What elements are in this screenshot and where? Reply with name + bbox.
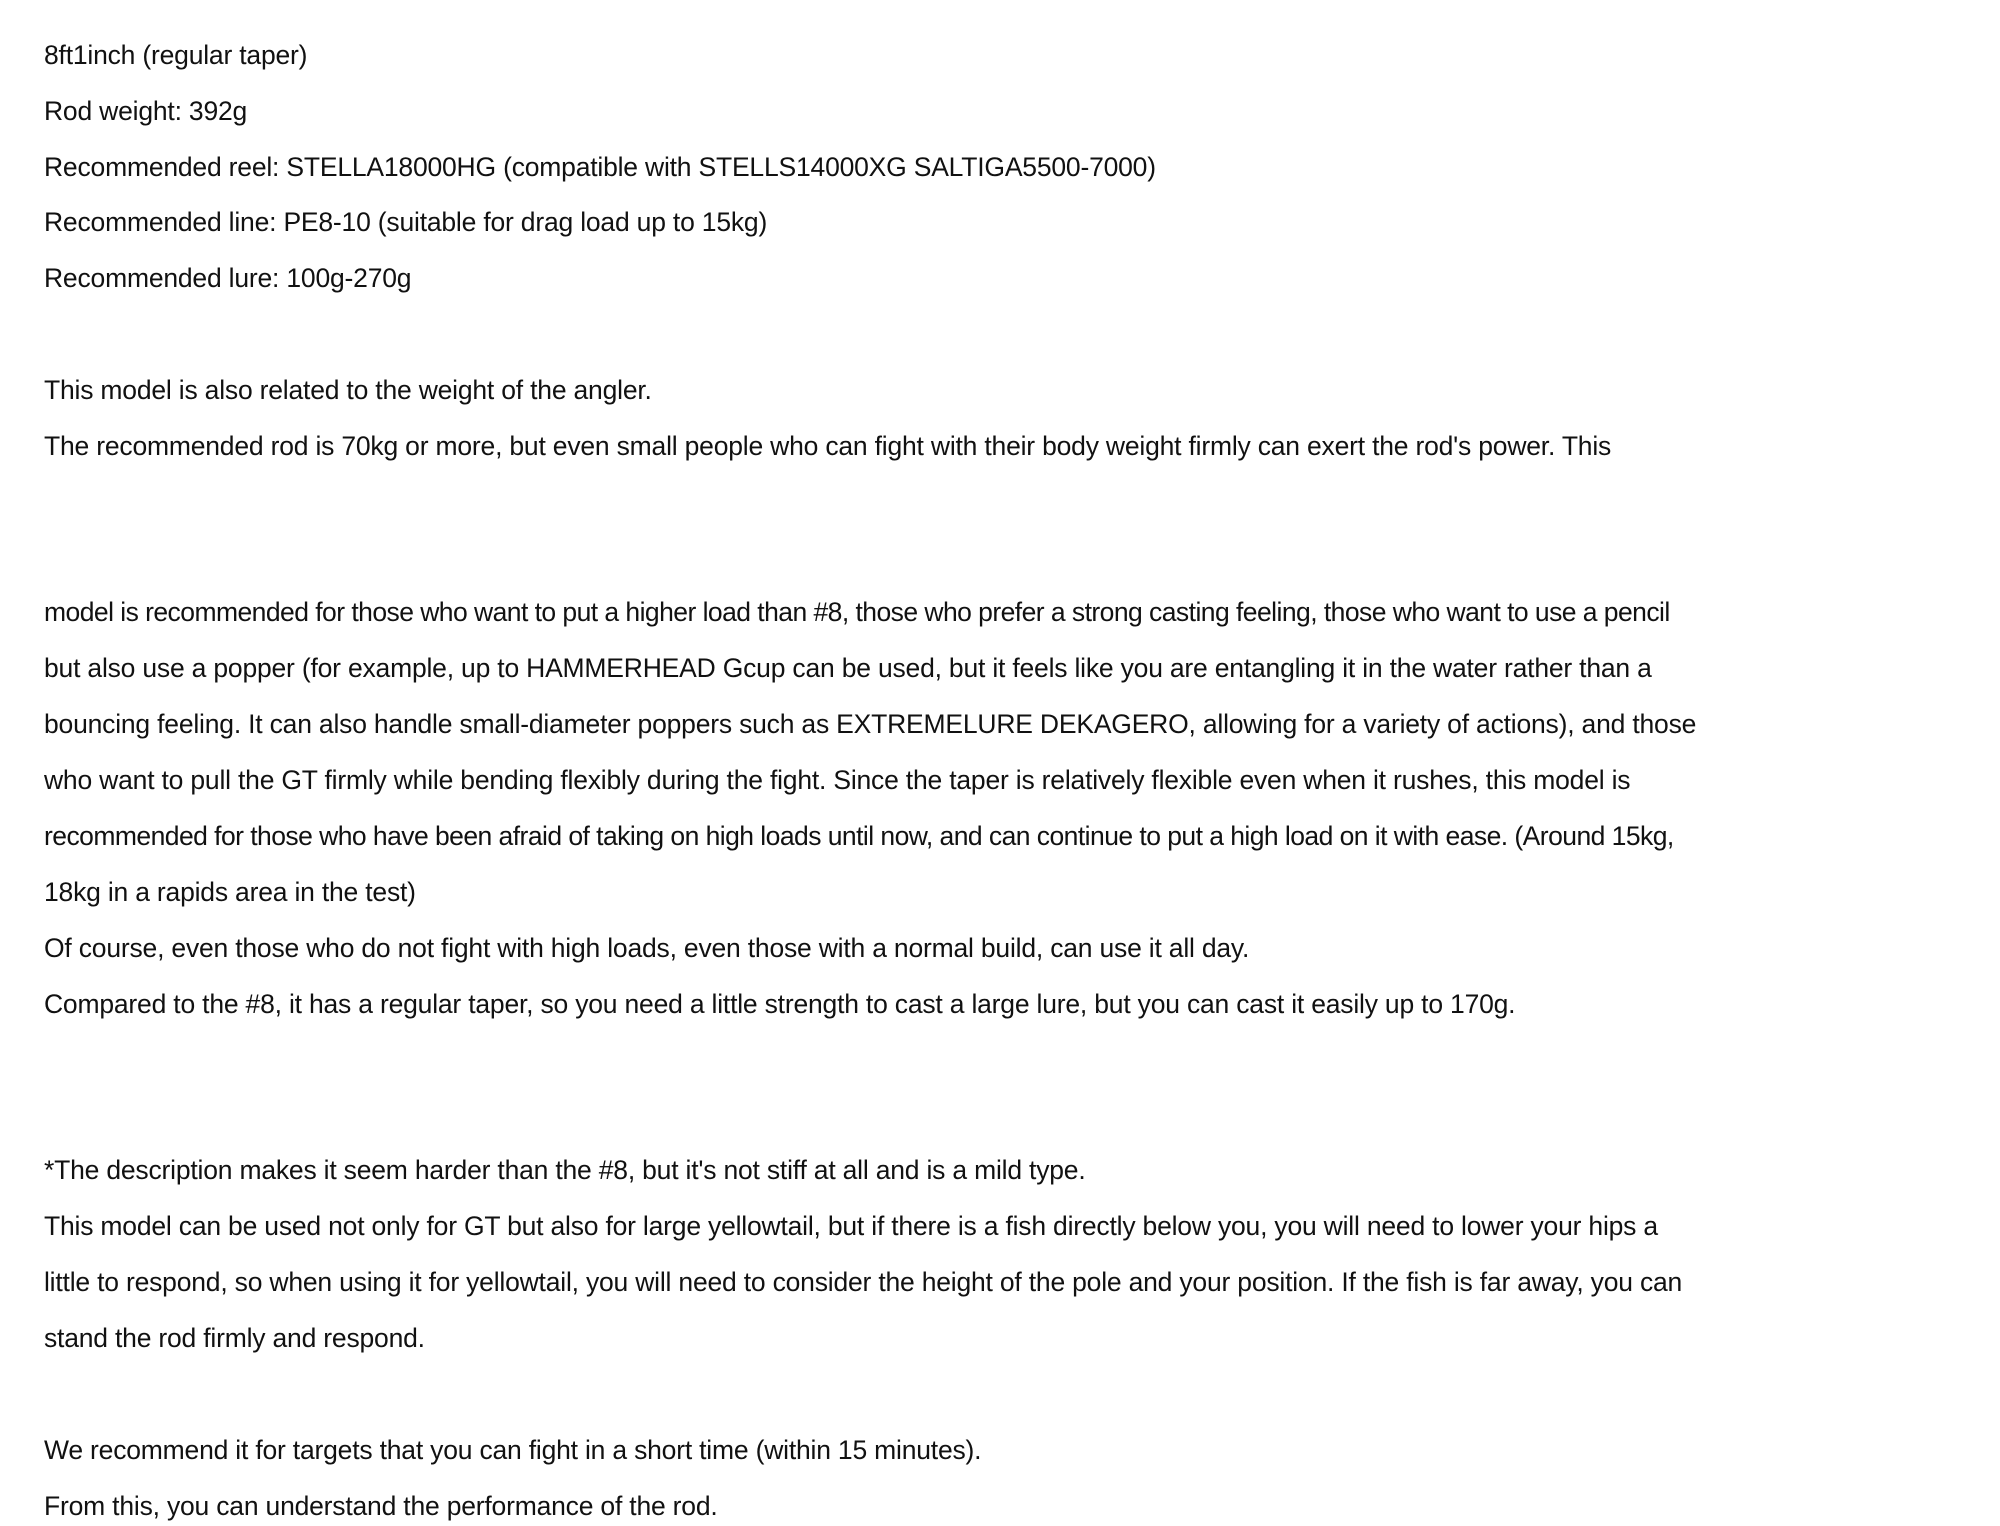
spec-recommended-line: Recommended line: PE8-10 (suitable for drag load up to 15kg) bbox=[44, 207, 768, 237]
body-paragraph-line-5: recommended for those who have been afraid of taking on high loads until now, and can continue to put a high load on it with ease. (Around 15kg, bbox=[44, 821, 1674, 851]
note-paragraph-line-2: This model can be used not only for GT but also for large yellowtail, but if there is a fish directly below you, you will need to lower your hips a bbox=[44, 1211, 1658, 1241]
note-paragraph-line-1: *The description makes it seem harder than the #8, but it's not stiff at all and is a mild type. bbox=[44, 1155, 1086, 1185]
note-paragraph-line-3: little to respond, so when using it for yellowtail, you will need to consider the height of the pole and your position. If the fish is far away, you can bbox=[44, 1267, 1683, 1297]
closing-paragraph-line-2: From this, you can understand the performance of the rod. bbox=[44, 1491, 718, 1521]
body-paragraph-line-6: 18kg in a rapids area in the test) bbox=[44, 877, 416, 907]
body-paragraph-line-1: model is recommended for those who want to put a higher load than #8, those who prefer a strong casting feeling, those who want to use a pencil bbox=[44, 597, 1670, 627]
spec-rod-weight: Rod weight: 392g bbox=[44, 96, 248, 126]
body-paragraph-line-8: Compared to the #8, it has a regular taper, so you need a little strength to cast a large lure, but you can cast it easily up to 170g. bbox=[44, 989, 1516, 1019]
note-paragraph-line-4: stand the rod firmly and respond. bbox=[44, 1323, 425, 1353]
body-paragraph-line-7: Of course, even those who do not fight with high loads, even those with a normal build, can use it all day. bbox=[44, 933, 1250, 963]
spec-recommended-reel: Recommended reel: STELLA18000HG (compatible with STELLS14000XG SALTIGA5500-7000) bbox=[44, 152, 1156, 182]
angler-paragraph-line-2: The recommended rod is 70kg or more, but even small people who can fight with their body weight firmly can exert the rod's power. This bbox=[44, 431, 1612, 461]
spec-recommended-lure: Recommended lure: 100g-270g bbox=[44, 263, 412, 293]
body-paragraph-line-4: who want to pull the GT firmly while bending flexibly during the fight. Since the taper is relatively flexible even when it rushes, this model is bbox=[44, 765, 1631, 795]
spec-length: 8ft1inch (regular taper) bbox=[44, 40, 308, 70]
body-paragraph-line-3: bouncing feeling. It can also handle small-diameter poppers such as EXTREMELURE DEKAGERO, allowing for a variety of actions), and those bbox=[44, 709, 1697, 739]
angler-paragraph-line-1: This model is also related to the weight of the angler. bbox=[44, 375, 652, 405]
body-paragraph-line-2: but also use a popper (for example, up to HAMMERHEAD Gcup can be used, but it feels like you are entangling it in the water rather than a bbox=[44, 653, 1652, 683]
closing-paragraph-line-1: We recommend it for targets that you can fight in a short time (within 15 minutes). bbox=[44, 1435, 982, 1465]
